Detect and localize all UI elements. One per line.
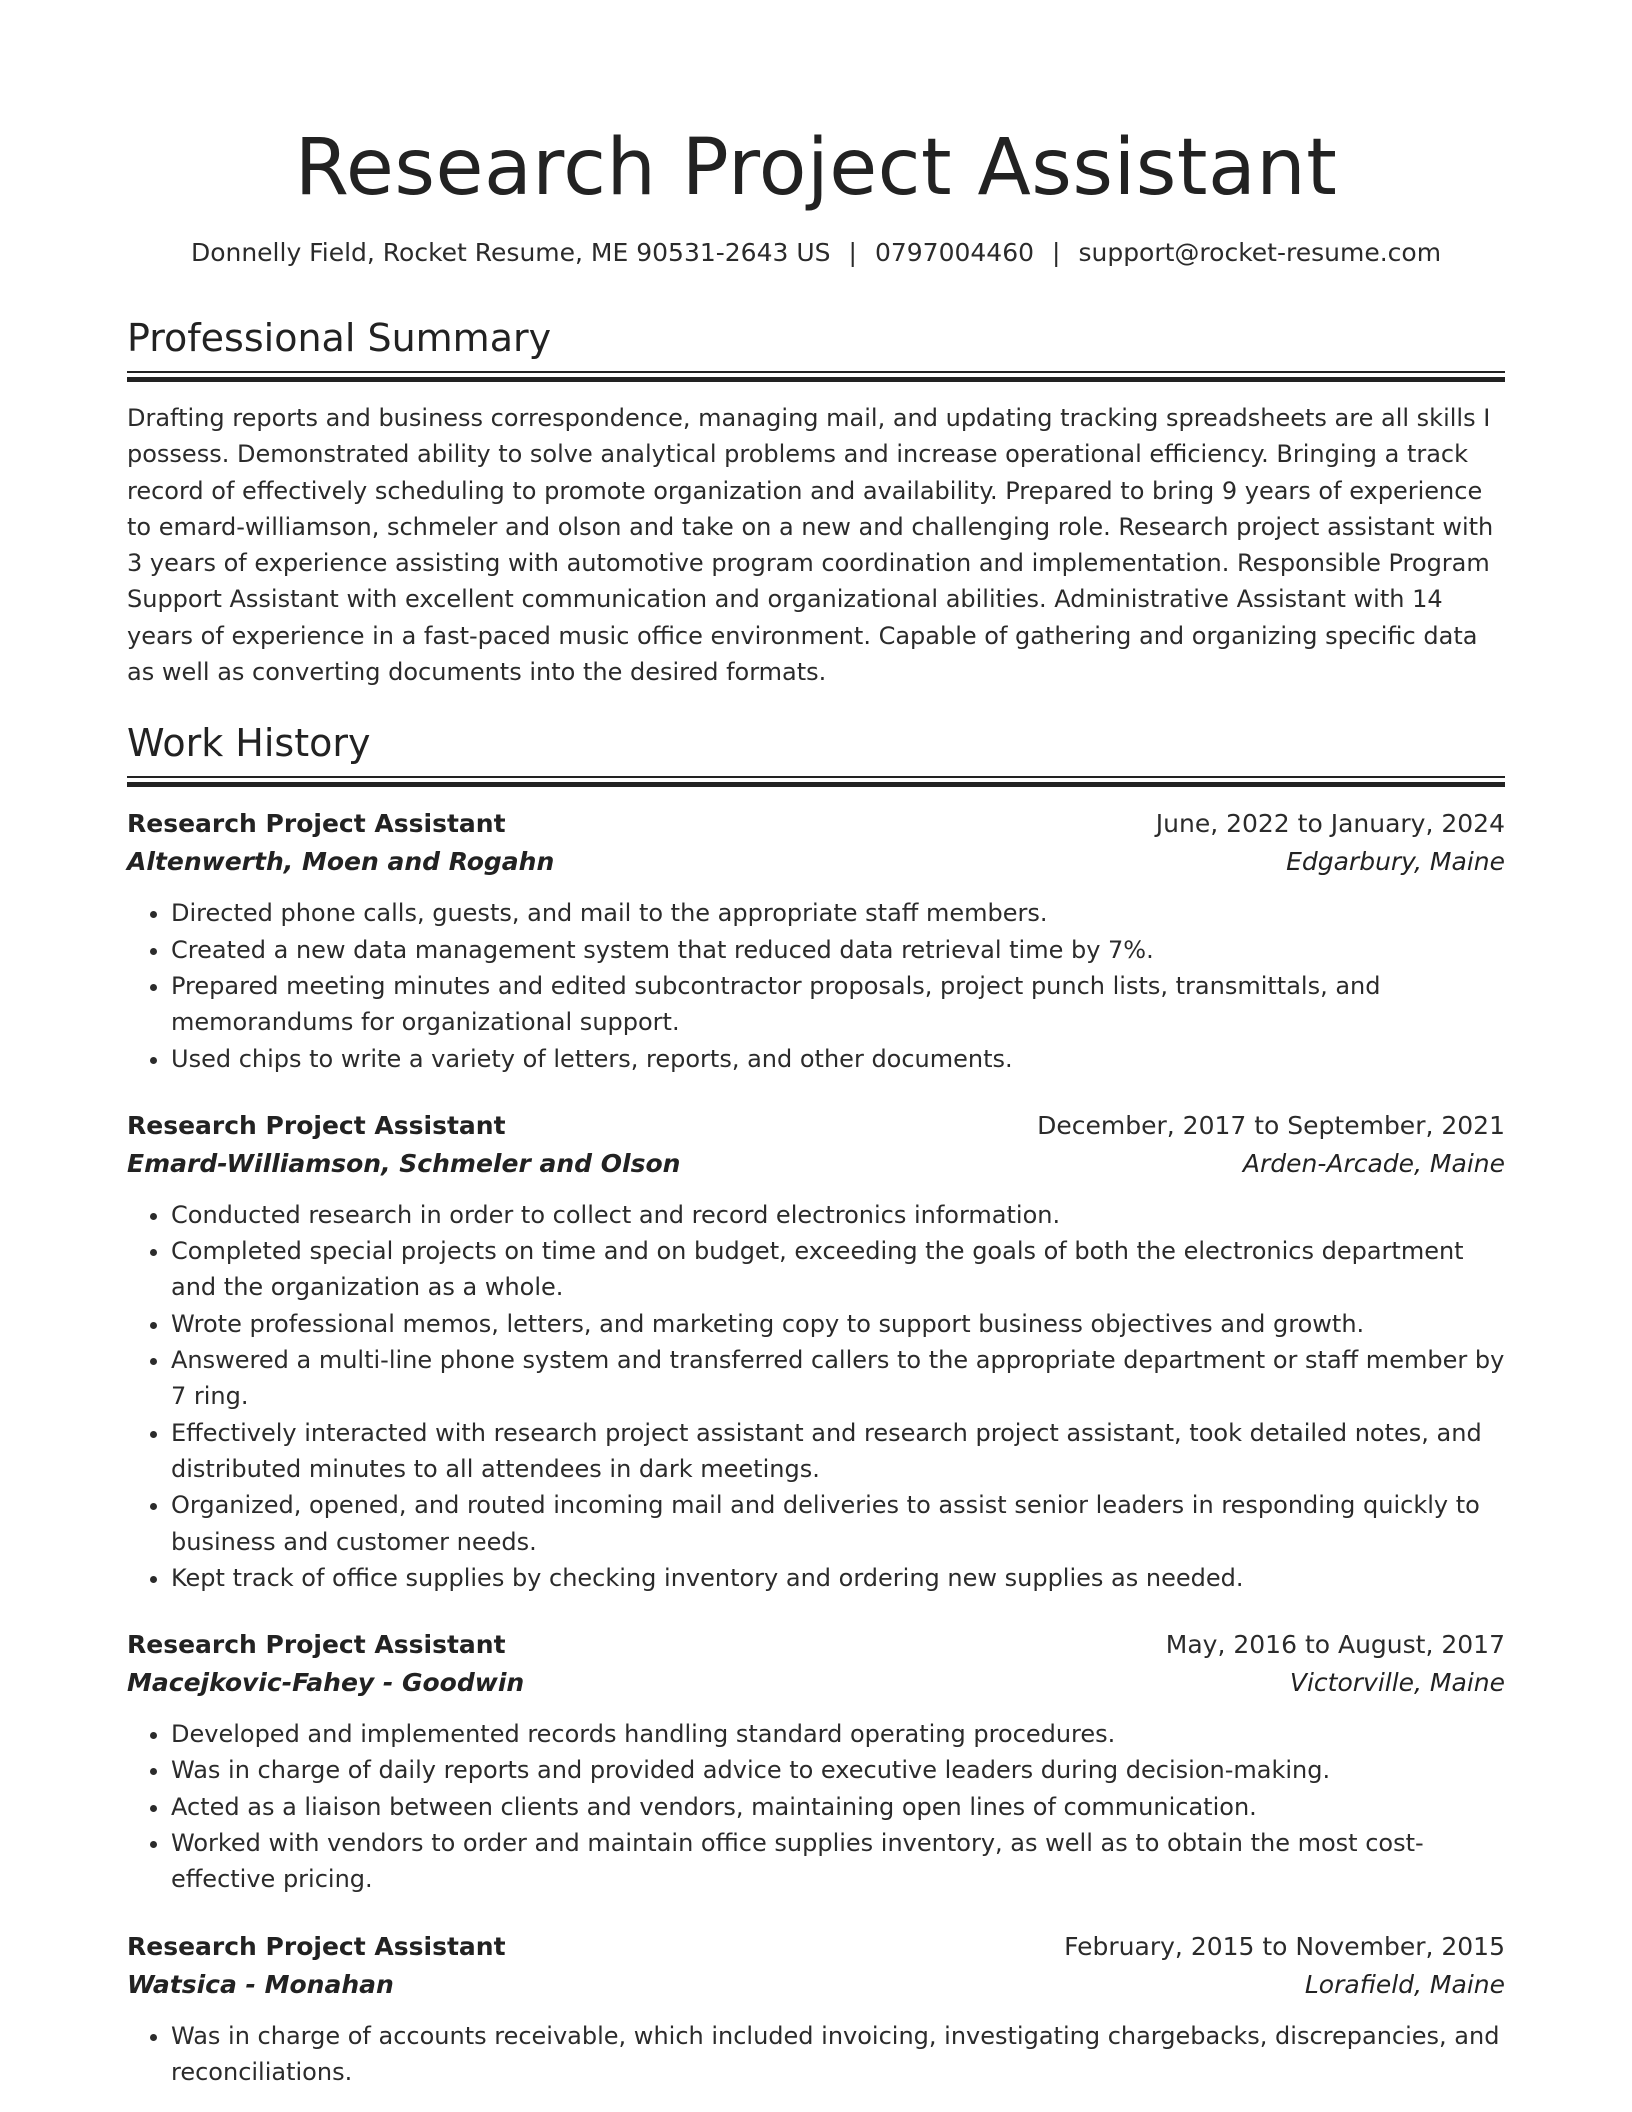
job-company-row: [127, 1664, 1505, 1702]
job-bullet: • Answered a multi-line phone system and transferred callers to the appropriate department or staff member by 7 ring.: [171, 1342, 1505, 1415]
job-bullet: • Organized, opened, and routed incoming mail and deliveries to assist senior leaders in responding quickly to business and customer needs.: [171, 1487, 1505, 1560]
summary-heading: Professional Summary: [127, 316, 552, 360]
job-title: Research Project Assistant: [127, 1110, 506, 1140]
job-bullet: • Prepared meeting minutes and edited subcontractor proposals, project punch lists, transmittals, and memorandums for organizational support.: [171, 968, 1505, 1041]
contact-address: Donnelly Field, Rocket Resume, ME 90531-2643 US: [190, 238, 831, 267]
job-title: Research Project Assistant: [127, 1931, 506, 1961]
job-header-row: [127, 1107, 1505, 1145]
job-company-row: [127, 1966, 1505, 2004]
job-bullet: • Acted as a liaison between clients and vendors, maintaining open lines of communication.: [171, 1789, 1505, 1825]
job-bullet: • Completed special projects on time and on budget, exceeding the goals of both the electronics department and the organization as a whole.: [171, 1233, 1505, 1306]
job-entry: [127, 1626, 1505, 1897]
job-bullets: [127, 1197, 1505, 1596]
job-dates: February, 2015 to November, 2015: [1064, 1931, 1505, 1961]
job-company: Emard-Williamson, Schmeler and Olson: [127, 1148, 681, 1178]
job-location: Edgarbury, Maine: [1286, 847, 1505, 877]
summary-text: Drafting reports and business correspondence, managing mail, and updating tracking spreadsheets are all skills I possess. Demonstrated ability to solve analytical problems and increase operational efficiency. Bringing a track record of effectively scheduling to promote organization and availability. Prepared to bring 9 years of experience to emard-williamson, schmeler and olson and take on a new and challenging role. Research project assistant with 3 years of experience assisting with automotive program coordination and implementation. Responsible Program Support Assistant with excellent communication and organizational abilities. Administrative Assistant with 14 years of experience in a fast-paced music office environment. Capable of gathering and organizing specific data as well as converting documents into the desired formats.: [127, 404, 1494, 687]
contact-separator: |: [848, 238, 857, 267]
job-bullet: • Wrote professional memos, letters, and marketing copy to support business objectives and growth.: [171, 1306, 1505, 1342]
job-bullets: [127, 2018, 1505, 2091]
job-location: Arden-Arcade, Maine: [1242, 1148, 1505, 1178]
job-bullet: • Conducted research in order to collect and record electronics information.: [171, 1197, 1505, 1233]
job-entry: [127, 1928, 1505, 2091]
job-location: Lorafield, Maine: [1304, 1969, 1505, 1999]
job-bullet: • Kept track of office supplies by checking inventory and ordering new supplies as needed.: [171, 1560, 1505, 1596]
job-location: Victorville, Maine: [1289, 1668, 1505, 1698]
contact-email: support@rocket-resume.com: [1078, 238, 1442, 267]
section-divider: [127, 776, 1505, 787]
job-bullet: • Worked with vendors to order and maintain office supplies inventory, as well as to obtain the most cost-effective pricing.: [171, 1825, 1505, 1898]
job-bullet: • Developed and implemented records handling standard operating procedures.: [171, 1716, 1505, 1752]
job-bullet: • Directed phone calls, guests, and mail to the appropriate staff members.: [171, 895, 1505, 931]
job-dates: May, 2016 to August, 2017: [1165, 1630, 1505, 1660]
job-header-row: [127, 805, 1505, 843]
job-dates: June, 2022 to January, 2024: [1155, 809, 1505, 839]
job-bullet: • Created a new data management system that reduced data retrieval time by 7%.: [171, 932, 1505, 968]
job-title: Research Project Assistant: [127, 809, 506, 839]
job-company: Watsica - Monahan: [127, 1969, 394, 1999]
job-header-row: [127, 1626, 1505, 1664]
job-bullet: • Was in charge of accounts receivable, which included invoicing, investigating chargebacks, discrepancies, and reconciliations.: [171, 2018, 1505, 2091]
work-history-heading: Work History: [127, 721, 371, 766]
job-title: Research Project Assistant: [127, 1630, 506, 1660]
section-divider: [127, 371, 1505, 382]
job-header-row: [127, 1928, 1505, 1966]
job-bullets: [127, 895, 1505, 1076]
contact-line: [127, 236, 1505, 270]
contact-separator: |: [1052, 238, 1061, 267]
job-dates: December, 2017 to September, 2021: [1037, 1110, 1505, 1140]
job-company: Altenwerth, Moen and Rogahn: [127, 847, 555, 877]
job-bullet: • Effectively interacted with research project assistant and research project assistant, took detailed notes, and distributed minutes to all attendees in dark meetings.: [171, 1415, 1505, 1488]
job-entry: [127, 1107, 1505, 1596]
job-company: Macejkovic-Fahey - Goodwin: [127, 1668, 525, 1698]
job-entry: [127, 805, 1505, 1076]
contact-phone: 0797004460: [874, 238, 1035, 267]
job-bullet: • Used chips to write a variety of letters, reports, and other documents.: [171, 1041, 1505, 1077]
job-bullets: [127, 1716, 1505, 1897]
job-bullet: • Was in charge of daily reports and provided advice to executive leaders during decision-making.: [171, 1752, 1505, 1788]
job-company-row: [127, 1145, 1505, 1183]
job-company-row: [127, 843, 1505, 881]
page-title: Research Project Assistant: [294, 123, 1338, 213]
